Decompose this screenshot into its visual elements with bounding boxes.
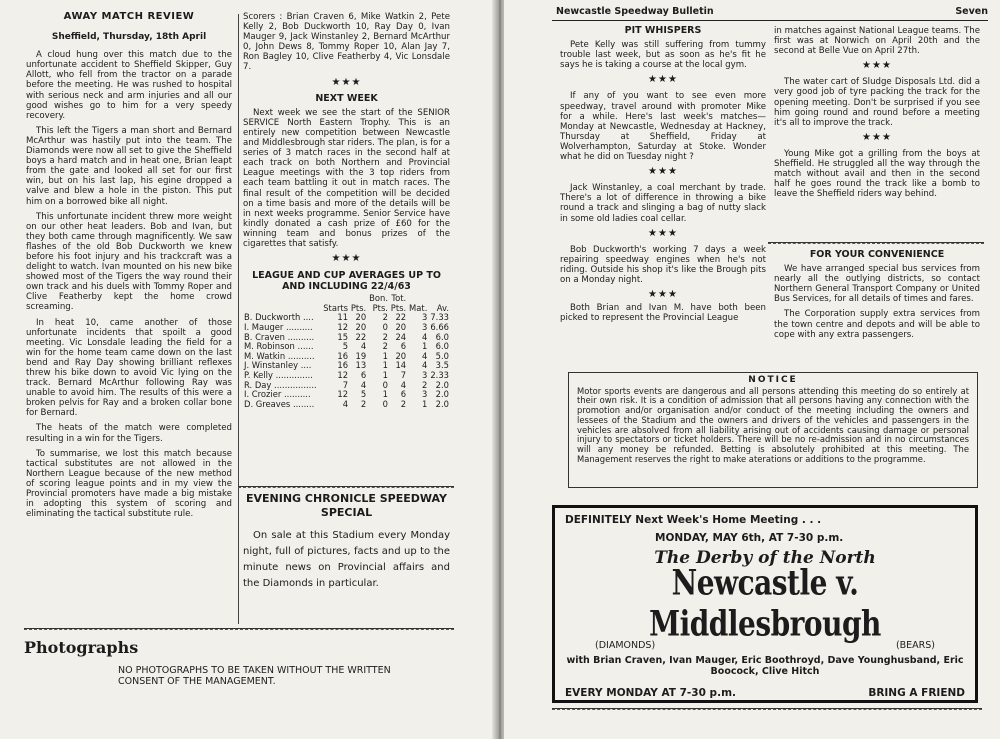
stat-cell: 2: [382, 331, 388, 342]
stat-cell: 4: [360, 379, 367, 390]
stat-cell: 6.66: [430, 321, 449, 332]
stat-cell: 4: [422, 350, 428, 361]
section-rule: [768, 242, 984, 244]
review-subtitle: Sheffield, Thursday, 18th April: [51, 32, 207, 43]
stars-divider: ★★★: [331, 253, 362, 265]
notice-box: [568, 372, 978, 488]
ad-headline: Newcastle v. Middlesbrough: [649, 561, 881, 645]
stat-cell: 1: [422, 341, 428, 352]
stat-cell: 5: [360, 389, 367, 400]
stat-cell: 12: [337, 369, 349, 380]
stat-cell: 24: [395, 331, 407, 342]
review-paragraph: This unfortunate incident threw more weight on our other heat leaders. Bob and Ivan, but they both came through magnificently. We saw flashes of the old Bob Duckworth we knew before his foot injury and his trackcraft was a delight to watch. Ivan mounted on his new bike showed most of the Tigers the way round their own track and his duels with Tommy Roper and Clive Featherby kept the home crowd screaming.: [26, 211, 232, 313]
pit-paragraph: Pete Kelly was still suffering from tummy trouble last week, but as soon as he's fit he says he is taking a course at the local gym.: [560, 40, 766, 71]
rider-name-cell: B. Craven ..........: [244, 331, 315, 342]
review-paragraph: The heats of the match were completed resulting in a win for the Tigers.: [26, 423, 232, 444]
stars-divider: ★★★: [862, 131, 892, 143]
bottom-rule: [552, 708, 982, 710]
ad-derby-line: The Derby of the North: [654, 548, 876, 568]
stat-cell: 4: [342, 398, 349, 409]
stat-cell: 15: [337, 331, 349, 342]
pit-paragraph: Jack Winstanley, a coal merchant by trade. There's a lot of difference in throwing a bike round a track and slinging a bag of nutty slack in some old ladies coal cellar.: [560, 183, 766, 224]
rider-name-cell: D. Greaves ........: [244, 398, 315, 409]
stat-cell: 11: [337, 312, 349, 323]
stat-cell: 3: [422, 312, 428, 323]
stat-cell: 12: [337, 389, 349, 400]
stat-cell: 2: [400, 398, 407, 409]
team-bears: (BEARS): [895, 640, 935, 651]
pit-paragraph: Both Brian and Ivan M. have both been picked to represent the Provincial League: [560, 303, 766, 324]
stat-cell: 22: [395, 312, 407, 323]
stat-cell: 20: [395, 321, 407, 332]
rider-name-cell: I. Crozier ..........: [244, 389, 311, 400]
stat-cell: 16: [337, 360, 349, 371]
stat-cell: 3: [422, 389, 428, 400]
pit-paragraph: Young Mike got a grilling from the boys at Sheffield. He struggled all the way through the match without avail and then in the second half he goes round the track like a bomb to leave the Sheffield riders way behind.: [774, 148, 980, 200]
stat-cell: 1: [382, 389, 388, 400]
stat-cell: 6.0: [435, 341, 449, 352]
rider-name-cell: R. Day ................: [244, 379, 317, 390]
notice-text: Motor sports events are dangerous and all persons attending this meeting do so entirely at their own risk. It is a condition of admission that all persons having any connection with the promotion and/or organisation and/or conduct of the meeting including the owners and lessees of the Stadium and the owners and drivers of the vehicles and passengers in the vehicles are absolved from all liability arising out of accidents causing damage or personal injury to spectators or ticket holders. There will be no re-admission and in no circumstances will any money be refunded. Betting is absolutely prohibited at this meeting. The Management reserves the right to make aterations or additions to the programme.: [577, 385, 969, 464]
stat-cell: 4: [422, 360, 428, 371]
stat-cell: 2.33: [430, 369, 449, 380]
rider-name-cell: M. Watkin ..........: [244, 350, 315, 361]
scorers-text: Scorers : Brian Craven 6, Mike Watkin 2, Pete Kelly 2, Bob Duckworth 10, Ray Day 0, Ivan Mauger 9, Jack Winstanley 2, Bernard McArthur 0, John Dews 8, Tommy Roper 10, Alan Jay 7, Ron Bagley 10, Clive Featherby 4, Vic Lonsdale 7.: [243, 12, 450, 73]
table-row: [243, 400, 450, 410]
stat-cell: 4: [360, 341, 367, 352]
stat-cell: 3.5: [435, 360, 449, 371]
stat-cell: 20: [355, 321, 367, 332]
stat-cell: 14: [395, 360, 407, 371]
stat-cell: 1: [382, 360, 388, 371]
ad-footer: [565, 687, 965, 699]
header-cell: Av.: [436, 302, 449, 313]
stars-divider: ★★★: [648, 227, 678, 239]
ad-line-2: MONDAY, MAY 6th, AT 7-30 p.m.: [655, 532, 844, 544]
stat-cell: 7: [342, 379, 349, 390]
convenience-section: [774, 250, 980, 345]
stars-divider: ★★★: [331, 76, 362, 88]
stat-cell: 6: [400, 389, 407, 400]
review-paragraph: To summarise, we lost this match because tactical substitutes are not allowed in the Northern League because of the new method of scoring league points and in my view the Provincial promoters have made a big mistake in adopting this system of scoring and eliminating the tactical substitute rule.: [26, 448, 232, 520]
section-rule: [24, 628, 454, 630]
away-review-column: [26, 12, 232, 524]
header-cell: Pts.: [350, 302, 367, 313]
stat-cell: 5: [342, 341, 349, 352]
column-divider: [238, 14, 239, 624]
page-number: Seven: [955, 6, 988, 17]
stat-cell: 2: [382, 341, 388, 352]
stat-cell: 6.0: [435, 331, 449, 342]
right-page: [504, 0, 1000, 739]
pit-paragraph: Bob Duckworth's working 7 days a week repairing speedway engines when he's not riding. Outside his shop it's like the Brough pits on a Monday night.: [560, 244, 766, 285]
rider-name-cell: B. Duckworth ....: [244, 312, 314, 323]
next-meeting-advert: [552, 505, 978, 703]
pit-paragraph: The water cart of Sludge Disposals Ltd. did a very good job of tyre packing the track for the opening meeting. Don't be surprised if you see him going round and round before a meeting it's all to improve the track.: [774, 77, 980, 128]
stat-cell: 22: [355, 331, 367, 342]
pit-paragraph: in matches against National League teams. The first was at Norwich on April 20th and the second at Belle Vue on April 27th.: [774, 26, 980, 57]
stars-divider: ★★★: [648, 166, 678, 178]
stat-cell: 6: [400, 341, 407, 352]
stat-cell: 1: [382, 350, 388, 361]
league-title: LEAGUE AND CUP AVERAGES UP TO AND INCLUDING 22/4/63: [252, 270, 441, 293]
stat-cell: 0: [382, 321, 388, 332]
rider-name-cell: M. Robinson ......: [244, 341, 314, 352]
photos-title: Photographs: [24, 638, 139, 657]
rider-name-cell: J. Winstanley ....: [244, 360, 312, 371]
scorers-column: [243, 12, 450, 409]
header-cell: Pts.: [390, 302, 407, 313]
stars-divider: ★★★: [862, 60, 892, 72]
stars-divider: ★★★: [648, 289, 678, 301]
stat-cell: 4: [400, 379, 407, 390]
review-title: AWAY MATCH REVIEW: [63, 11, 195, 22]
chronicle-title: EVENING CHRONICLE SPEEDWAY SPECIAL: [246, 492, 447, 519]
averages-body: [243, 313, 450, 409]
left-page: [0, 0, 496, 739]
ad-line-1: DEFINITELY Next Week's Home Meeting . . .: [565, 514, 822, 526]
stat-cell: 2.0: [435, 398, 449, 409]
stat-cell: 4: [422, 331, 428, 342]
stat-cell: 2.0: [435, 379, 449, 390]
header-cell: Pts.: [372, 302, 388, 313]
super-header-cell: Bon.: [369, 293, 388, 304]
stars-divider: ★★★: [648, 74, 678, 86]
stat-cell: 2.0: [435, 389, 449, 400]
next-week-text: Next week we see the start of the SENIOR SERVICE North Eastern Trophy. This is an entirely new competition between Newcastle and Middlesbrough star riders. The plan, is for a series of 3 match races in the second half at each track on both Northern and Provincial League meetings with the 3 top riders from each team battling it out in match races. The final result of the competition will be decided on a time basis and more of the details will be in next weeks programme. Senior Service have kindly donated a cash prize of £60 for the winning team and bonus prizes of the cigarettes that satisfy.: [243, 107, 450, 249]
stat-cell: 3: [422, 321, 428, 332]
photos-text: NO PHOTOGRAPHS TO BE TAKEN WITHOUT THE WRITTEN CONSENT OF THE MANAGEMENT.: [118, 665, 391, 687]
stat-cell: 19: [355, 350, 367, 361]
review-paragraph: A cloud hung over this match due to the unfortunate accident to Sheffield Skipper, Guy Allott, who fell from the tractor on a parade before the meeting. He was rushed to hospital with serious neck and arm injuries and all our good wishes go to him for a very speedy recovery.: [26, 50, 232, 121]
ad-riders: with Brian Craven, Ivan Mauger, Eric Boothroyd, Dave Younghusband, Eric Boocock, Clive Hitch: [566, 655, 964, 677]
stat-cell: 2: [382, 312, 388, 323]
stat-cell: 1: [382, 369, 388, 380]
convenience-title: FOR YOUR CONVENIENCE: [809, 249, 945, 260]
stat-cell: 2: [360, 398, 367, 409]
convenience-paragraph: We have arranged special bus services from nearly all the outlying districts, so contact Northern General Transport Company or United Bus Services, for all details of times and fares.: [774, 264, 980, 305]
stat-cell: 12: [337, 321, 349, 332]
review-paragraph: In heat 10, came another of those unfortunate incidents that spoilt a good meeting. Vic Lonsdale leading the field for a win for the home team came down on the last bend and Ray Day showing brilliant reflexes threw his bike down to avoid Vic lying on the track. Bernard McArthur following Ray was unable to avoid him. The results of this were a broken pelvis for Ray and a broken collar bone for Bernard.: [26, 317, 232, 419]
pit-title: PIT WHISPERS: [624, 25, 702, 36]
team-diamonds: (DIAMONDS): [595, 640, 656, 651]
convenience-paragraph: The Corporation supply extra services from the town centre and depots and will be able to cope with any extra passengers.: [774, 309, 980, 340]
stat-cell: 20: [355, 312, 367, 323]
pit-paragraph: If any of you want to see even more speedway, travel around with promoter Mike for a while. Here's last week's matches—Monday at Newcastle, Wednesday at Hackney, Thursday at Sheffield, Friday at Wolverhampton, Saturday at Stoke. Wonder what he did on Tuesday night ?: [560, 91, 766, 163]
stat-cell: 5.0: [435, 350, 449, 361]
stat-cell: 7.33: [430, 312, 449, 323]
stat-cell: 0: [382, 398, 388, 409]
stat-cell: 20: [395, 350, 407, 361]
bulletin-header-title: Newcastle Speedway Bulletin: [556, 6, 714, 17]
stat-cell: 2: [422, 379, 428, 390]
section-rule: [238, 486, 454, 488]
notice-title: NOTICE: [748, 375, 798, 385]
chronicle-section: [243, 492, 450, 597]
header-rule: [552, 20, 988, 21]
header-cell: Mat.: [409, 302, 428, 313]
header-cell: Starts: [323, 302, 349, 313]
stat-cell: 0: [382, 379, 388, 390]
review-paragraph: This left the Tigers a man short and Bernard McArthur was hastily put into the team. The Diamonds were now all set to give the Sheffield boys a hard match and in heat one, Brian leapt from the gate and looked all set for our first win, but on his last lap, his egine dropped a valve and blew a hole in the piston. This put him on a borrowed bike all night.: [26, 125, 232, 207]
stat-cell: 13: [355, 360, 367, 371]
ad-footer-right: BRING A FRIEND: [868, 687, 965, 699]
stat-cell: 16: [337, 350, 349, 361]
stat-cell: 7: [400, 369, 407, 380]
ad-footer-left: EVERY MONDAY AT 7-30 p.m.: [565, 687, 736, 699]
stat-cell: 6: [360, 369, 367, 380]
stat-cell: 3: [422, 369, 428, 380]
stat-cell: 1: [422, 398, 428, 409]
rider-name-cell: P. Kelly ..............: [244, 369, 313, 380]
pit-whispers-column-2: [774, 26, 980, 204]
chronicle-text: On sale at this Stadium every Monday night, full of pictures, facts and up to the minute news on Provincial affairs and the Diamonds in particular.: [243, 530, 450, 589]
averages-table: [243, 294, 450, 409]
rider-name-cell: I. Mauger ..........: [244, 321, 313, 332]
super-header-cell: Tot.: [391, 293, 407, 304]
next-week-title: NEXT WEEK: [315, 92, 378, 104]
pit-whispers-column: [560, 26, 766, 328]
